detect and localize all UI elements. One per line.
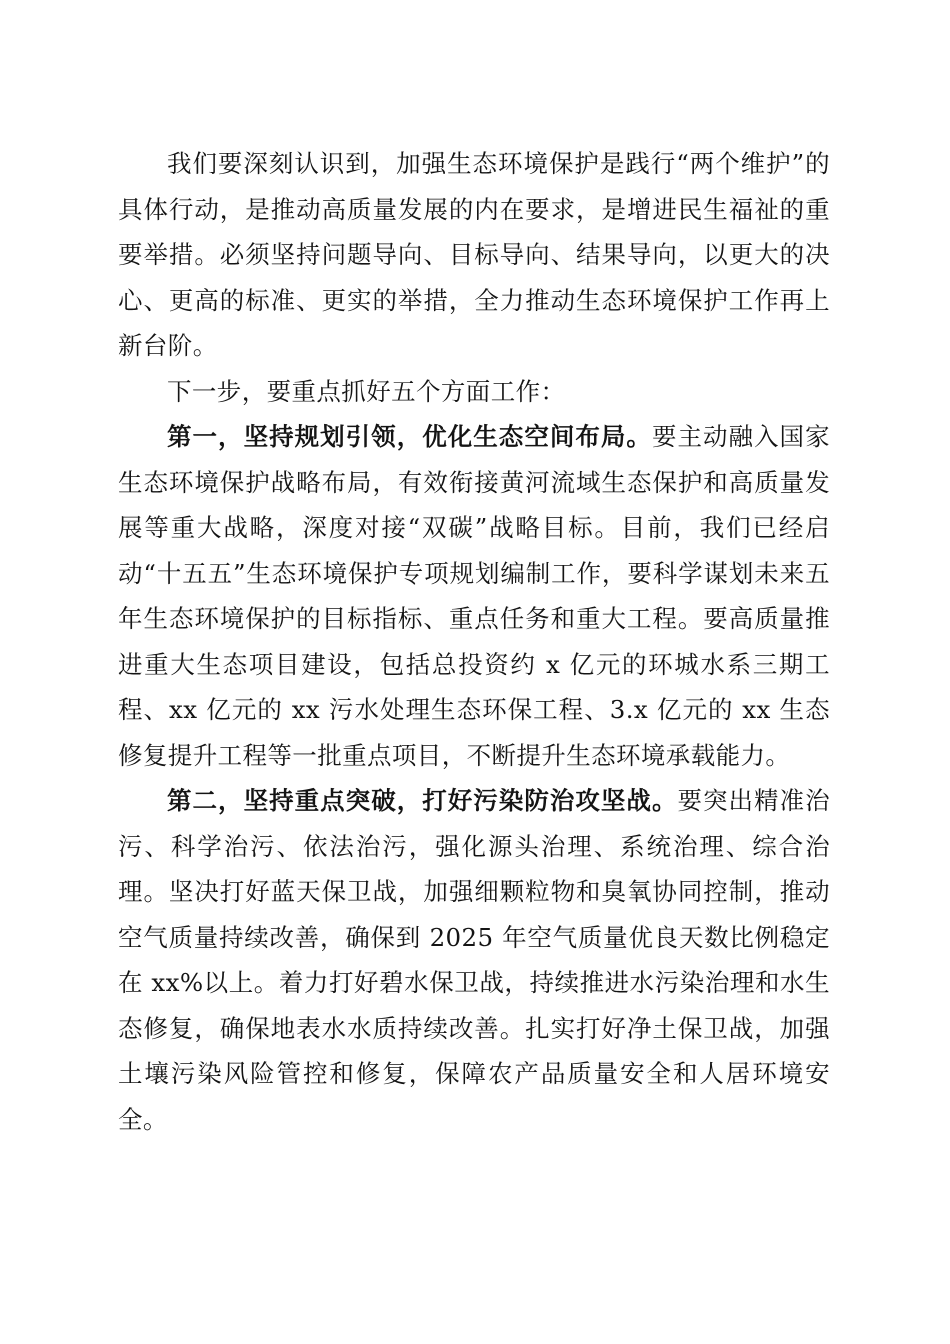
paragraph-body: 要主动融入国家生态环境保护战略布局，有效衔接黄河流域生态保护和高质量发展等重大战略，深度对接“双碳”战略目标。目前，我们已经启动“十五五”生态环境保护专项规划编制工作，要科学谋划未来五年生态环境保护的目标指标、重点任务和重大工程。要高质量推进重大生态项目建设，包括总投资约 x 亿元的环城水系三期工程、xx 亿元的 xx 污水处理生态环保工程、3.x 亿元的 xx 生态修复提升工程等一批重点项目，不断提升生态环境承载能力。 xyxy=(118,422,830,770)
paragraph-body: 下一步，要重点抓好五个方面工作： xyxy=(167,376,566,406)
paragraph-awareness xyxy=(118,141,830,369)
paragraph-lead: 第一，坚持规划引领，优化生态空间布局。 xyxy=(167,422,652,451)
paragraph-body: 要突出精准治污、科学治污、依法治污，强化源头治理、系统治理、综合治理。坚决打好蓝天保卫战，加强细颗粒物和臭氧协同控制，推动空气质量持续改善，确保到 2025 年空气质量优良天数比例稳定在 xx%以上。着力打好碧水保卫战，持续推进水污染治理和水生态修复，确保地表水水质持续改善。扎实打好净土保卫战，加强土壤污染风险管控和修复，保障农产品质量安全和人居环境安全。 xyxy=(118,786,831,1134)
paragraph-lead: 第二，坚持重点突破，打好污染防治攻坚战。 xyxy=(167,786,678,815)
document-page xyxy=(118,141,830,1142)
paragraph-first-point xyxy=(118,414,830,778)
paragraph-next-steps xyxy=(118,369,830,415)
paragraph-second-point xyxy=(118,778,830,1142)
paragraph-body: 我们要深刻认识到，加强生态环境保护是践行“两个维护”的具体行动，是推动高质量发展的内在要求，是增进民生福祉的重要举措。必须坚持问题导向、目标导向、结果导向，以更大的决心、更高的标准、更实的举措，全力推动生态环境保护工作再上新台阶。 xyxy=(118,149,830,360)
